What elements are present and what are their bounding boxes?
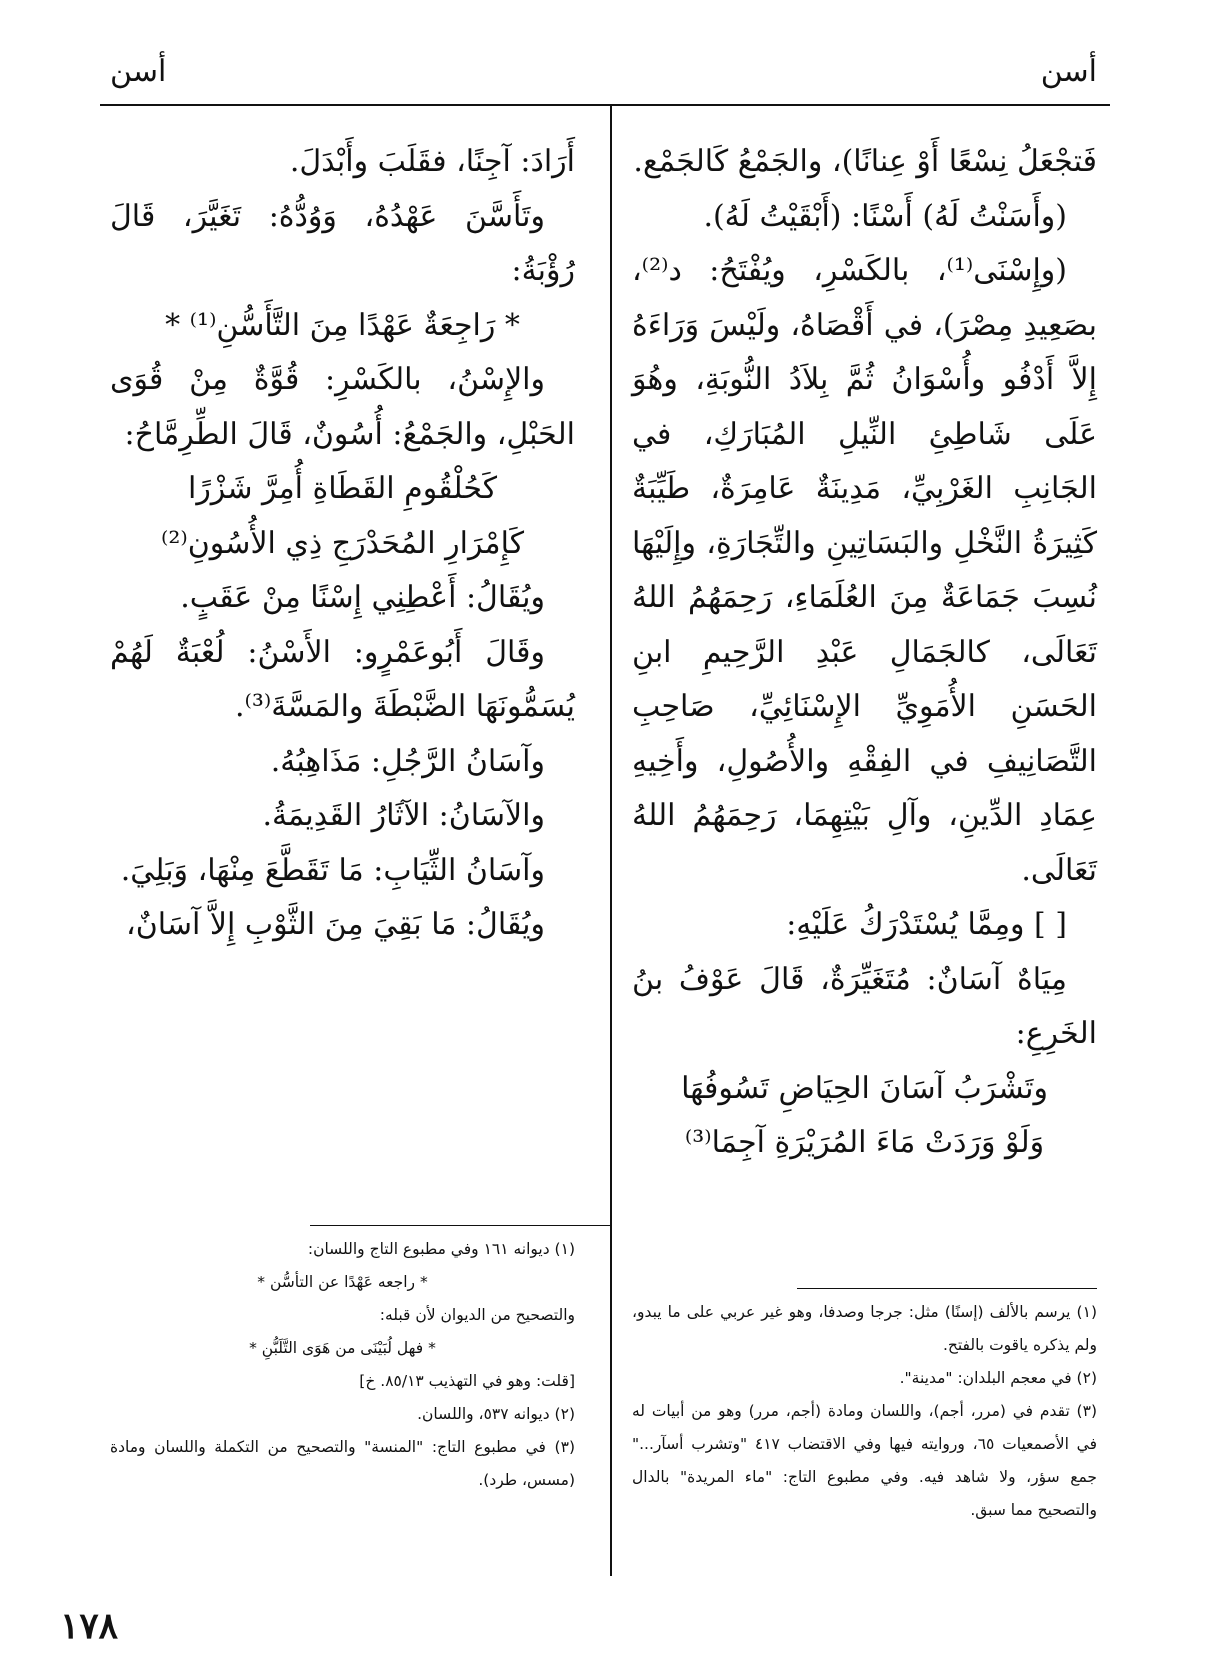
- header-rule: [100, 104, 1110, 106]
- verse-line: كَإِمْرَارِ المُحَدْرَجِ ذِي الأُسُونِ⁽²⁾: [161, 525, 524, 561]
- header-word-right: أسن: [1040, 54, 1097, 89]
- paragraph: ويُقَالُ: مَا بَقِيَ مِنَ الثَّوْبِ إِلاَّ آسَانٌ،: [126, 907, 545, 942]
- paragraph: (وإِسْنَى⁽¹⁾، بالكَسْرِ، ويُفْتَحُ: د⁽²⁾، بصَعِيدِ مِصْرَ)، في أَقْصَاهُ، ولَيْسَ وَرَاءَهُ إِلاَّ أَدْفُو وأُسْوَانُ ثُمَّ بِلاَدُ النُّوبَةِ، وهُوَ عَلَى شَاطِئِ النِّيلِ المُبَارَكِ، في الجَانِبِ الغَرْبِيِّ، مَدِينَةٌ عَامِرَةٌ، طَيِّبَةٌ كَثِيرَةُ النَّخْلِ والبَسَاتِينِ والتِّجَارَةِ، وإِلَيْهَا نُسِبَ جَمَاعَةٌ مِنَ العُلَمَاءِ، رَحِمَهُمُ اللهُ تَعَالَى، كالجَمَالِ عَبْدِ الرَّحِيمِ ابنِ الحَسَنِ الأُمَوِيِّ الإِسْنَائِيِّ، صَاحِبِ التَّصَانِيفِ في الفِقْهِ والأُصُولِ، وأَخِيهِ عِمَادِ الدِّينِ، وآلِ بَيْتِهِمَا، رَحِمَهُمُ اللهُ تَعَالَى.: [632, 253, 1097, 888]
- footnote: (٢) ديوانه ٥٣٧، واللسان.: [417, 1405, 575, 1423]
- footnote: والتصحيح من الديوان لأن قبله:: [379, 1306, 575, 1324]
- paragraph: والإِسْنُ، بالكَسْرِ: قُوَّةٌ مِنْ قُوَى الحَبْلِ، والجَمْعُ: أُسُونٌ، قَالَ الطِّرِمَّاحُ:: [110, 362, 575, 452]
- verse-line: كَحُلْقُومِ القَطَاةِ أُمِرَّ شَزْرًا: [187, 471, 498, 506]
- left-column: [110, 135, 575, 953]
- footnote-rule-left: [310, 1225, 610, 1226]
- right-column: [632, 135, 1097, 1171]
- paragraph: ويُقَالُ: أَعْطِنِي إِسْنًا مِنْ عَقَبٍ.: [180, 580, 545, 615]
- footnote: [قلت: وهو في التهذيب ٨٥/١٣. خ]: [359, 1372, 575, 1390]
- paragraph: وتَأَسَّنَ عَهْدُهُ، وَوُدُّهُ: تَغَيَّرَ، قَالَ رُؤْبَةُ:: [110, 198, 575, 288]
- verse-line: وتَشْرَبُ آسَانَ الحِيَاضِ تَسُوفُهَا: [681, 1070, 1048, 1106]
- paragraph: وآسَانُ الثِّيَابِ: مَا تَقَطَّعَ مِنْهَا، وَبَلِيَ.: [120, 852, 545, 888]
- paragraph: والآسَانُ: الآثَارُ القَدِيمَةُ.: [262, 798, 545, 833]
- page-number: ١٧٨: [60, 1605, 119, 1647]
- footnote: (٢) في معجم البلدان: "مدينة".: [899, 1369, 1097, 1387]
- footnote: (٣) في مطبوع التاج: "المنسة" والتصحيح من التكملة واللسان ومادة (مسس، طرد).: [110, 1438, 575, 1489]
- paragraph: (وأَسَنْتُ لَهُ) أَسْنًا: (أَبْقَيْتُ لَهُ).: [703, 198, 1067, 234]
- paragraph: أَرَادَ: آجِنًا، فقَلَبَ وأَبْدَلَ.: [289, 144, 575, 179]
- footnote-verse: * راجعه عَهْدًا عن التأسُّن *: [257, 1273, 428, 1291]
- verse-line: وَلَوْ وَرَدَتْ مَاءَ المُرَيْرَةِ آجِمَا⁽³⁾: [684, 1125, 1045, 1160]
- footnotes-right: [632, 1296, 1097, 1527]
- footnote: (١) ديوانه ١٦١ وفي مطبوع التاج واللسان:: [307, 1240, 575, 1258]
- paragraph: [ ] ومِمَّا يُسْتَدْرَكُ عَلَيْهِ:: [786, 907, 1067, 942]
- verse-line: * رَاجِعَةٌ عَهْدًا مِنَ التَّأَسُّنِ⁽¹⁾ *: [165, 307, 520, 343]
- footnote: (٣) تقدم في (مرر، أجم)، واللسان ومادة (أجم، مرر) وهو من أبيات له في الأصمعيات ٦٥، وروايته فيها وفي الاقتضاب ٤١٧ "وتشرب أسآر..." جمع سؤر، ولا شاهد فيه. وفي مطبوع التاج: "ماء المريدة" بالدال والتصحيح مما سبق.: [632, 1402, 1097, 1519]
- footnote-verse: * فهل لُبَيْنَى من هَوَى التَّلَبُّنِ *: [249, 1339, 436, 1357]
- footnotes-left: [110, 1233, 575, 1497]
- footnote-rule-right: [797, 1288, 1097, 1289]
- footnote: (١) يرسم بالألف (إسنًا) مثل: جرجا وصدفا، وهو غير عربي على ما يبدو، ولم يذكره ياقوت بالفتح.: [632, 1303, 1097, 1354]
- paragraph: وقَالَ أَبُوعَمْرٍو: الأَسْنُ: لُعْبَةٌ لَهُمْ يُسَمُّونَهَا الضَّبْطَةَ والمَسَّةَ⁽³⁾.: [110, 634, 575, 724]
- paragraph: فَتجْعَلُ نِسْعًا أَوْ عِنانًا)، والجَمْعُ كَالجَمْع.: [633, 144, 1097, 179]
- paragraph: مِيَاهٌ آسَانٌ: مُتَغَيِّرَةٌ، قَالَ عَوْفُ بنُ الخَرِعِ:: [632, 961, 1097, 1051]
- column-divider: [610, 106, 612, 1576]
- header-word-left: أسن: [110, 54, 167, 89]
- paragraph: وآسَانُ الرَّجُلِ: مَذَاهِبُهُ.: [270, 743, 545, 779]
